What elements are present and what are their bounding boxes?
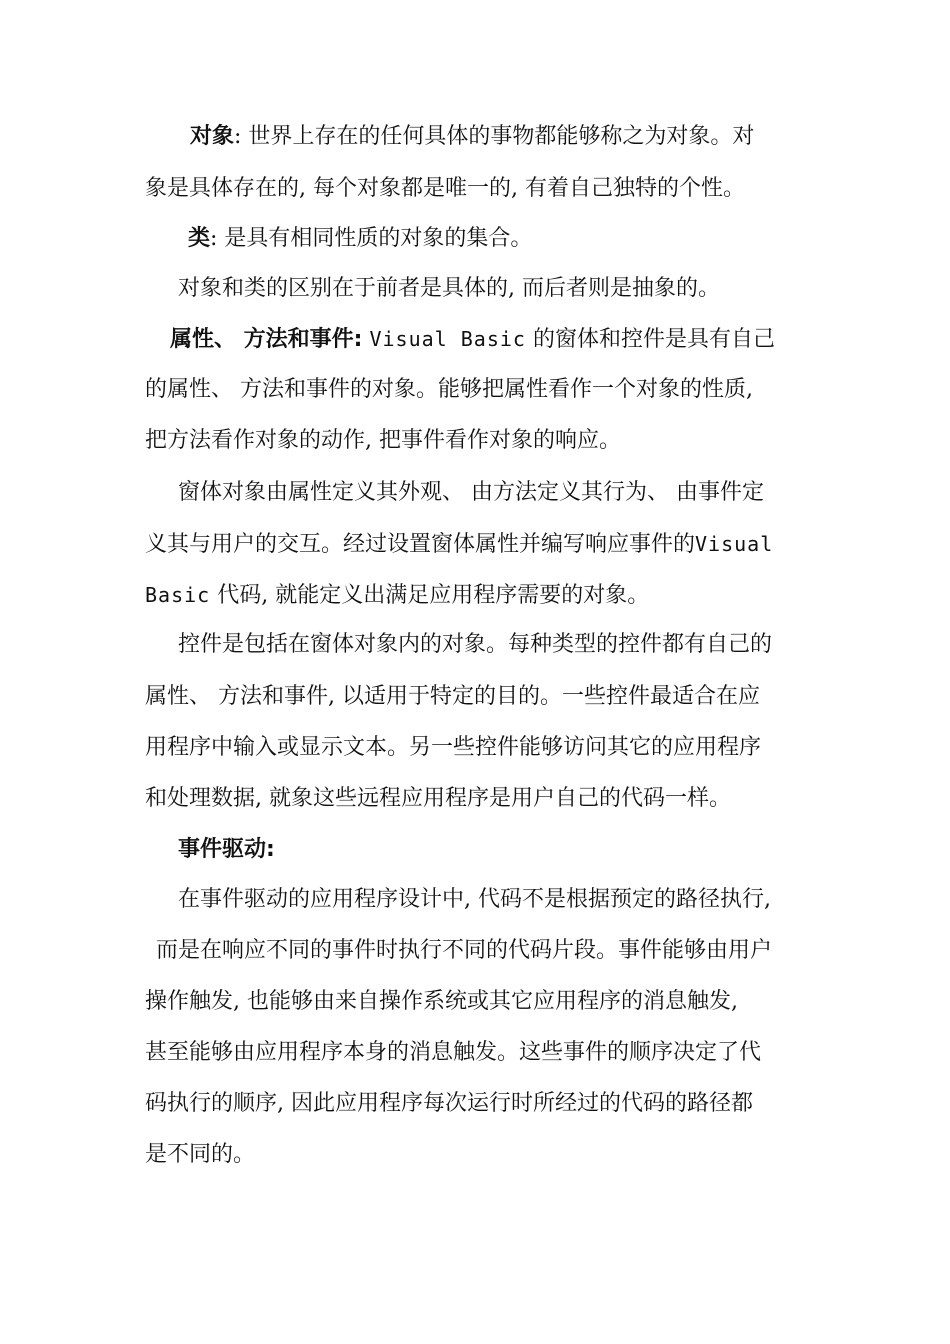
- event-line-3: 操作触发, 也能够由来自操作系统或其它应用程序的消息触发,: [145, 989, 738, 1014]
- event-line-5: 码执行的顺序, 因此应用程序每次运行时所经过的代码的路径都: [145, 1091, 753, 1116]
- controls-line-4: 和处理数据, 就象这些远程应用程序是用户自己的代码一样。: [145, 786, 731, 811]
- form-line-3-text: 代码, 就能定义出满足应用程序需要的对象。: [217, 583, 650, 608]
- form-line-2-text: 义其与用户的交互。经过设置窗体属性并编写响应事件的: [145, 532, 696, 557]
- event-line-6: 是不同的。: [145, 1142, 256, 1167]
- props-code-visual-basic: Visual Basic: [369, 327, 526, 351]
- object-definition-line-2: 象是具体存在的, 每个对象都是唯一的, 有着自己独特的个性。: [145, 176, 745, 201]
- props-line-1-text: 的窗体和控件是具有自己: [532, 327, 775, 352]
- controls-line-2: 属性、 方法和事件, 以适用于特定的目的。一些控件最适合在应: [145, 684, 760, 709]
- class-definition-text: : 是具有相同性质的对象的集合。: [210, 226, 533, 251]
- object-definition-text: : 世界上存在的任何具体的事物都能够称之为对象。对: [234, 124, 755, 149]
- props-term: 属性、 方法和事件:: [170, 327, 363, 352]
- form-line-1: 窗体对象由属性定义其外观、 由方法定义其行为、 由事件定: [178, 480, 764, 505]
- props-line-1: [170, 324, 775, 355]
- object-term: 对象: [190, 124, 235, 149]
- event-line-4: 甚至能够由应用程序本身的消息触发。这些事件的顺序决定了代: [145, 1040, 762, 1065]
- form-line-2: [145, 529, 773, 560]
- event-line-2: 而是在响应不同的事件时执行不同的代码片段。事件能够由用户: [156, 938, 773, 963]
- class-term: 类: [188, 226, 211, 251]
- object-definition-line-1: [190, 122, 754, 152]
- event-line-1: 在事件驱动的应用程序设计中, 代码不是根据预定的路径执行,: [178, 887, 771, 912]
- form-line-3: [145, 580, 649, 611]
- props-line-2: 的属性、 方法和事件的对象。能够把属性看作一个对象的性质,: [145, 377, 753, 402]
- form-code-basic: Basic: [145, 583, 211, 607]
- class-definition-line: [188, 224, 532, 254]
- controls-line-3: 用程序中输入或显示文本。另一些控件能够访问其它的应用程序: [145, 735, 762, 760]
- controls-line-1: 控件是包括在窗体对象内的对象。每种类型的控件都有自己的: [178, 632, 773, 657]
- difference-line: 对象和类的区别在于前者是具体的, 而后者则是抽象的。: [178, 276, 720, 301]
- event-driven-heading: 事件驱动:: [178, 837, 275, 862]
- props-line-3: 把方法看作对象的动作, 把事件看作对象的响应。: [145, 428, 621, 453]
- form-code-visual: Visual: [695, 532, 774, 556]
